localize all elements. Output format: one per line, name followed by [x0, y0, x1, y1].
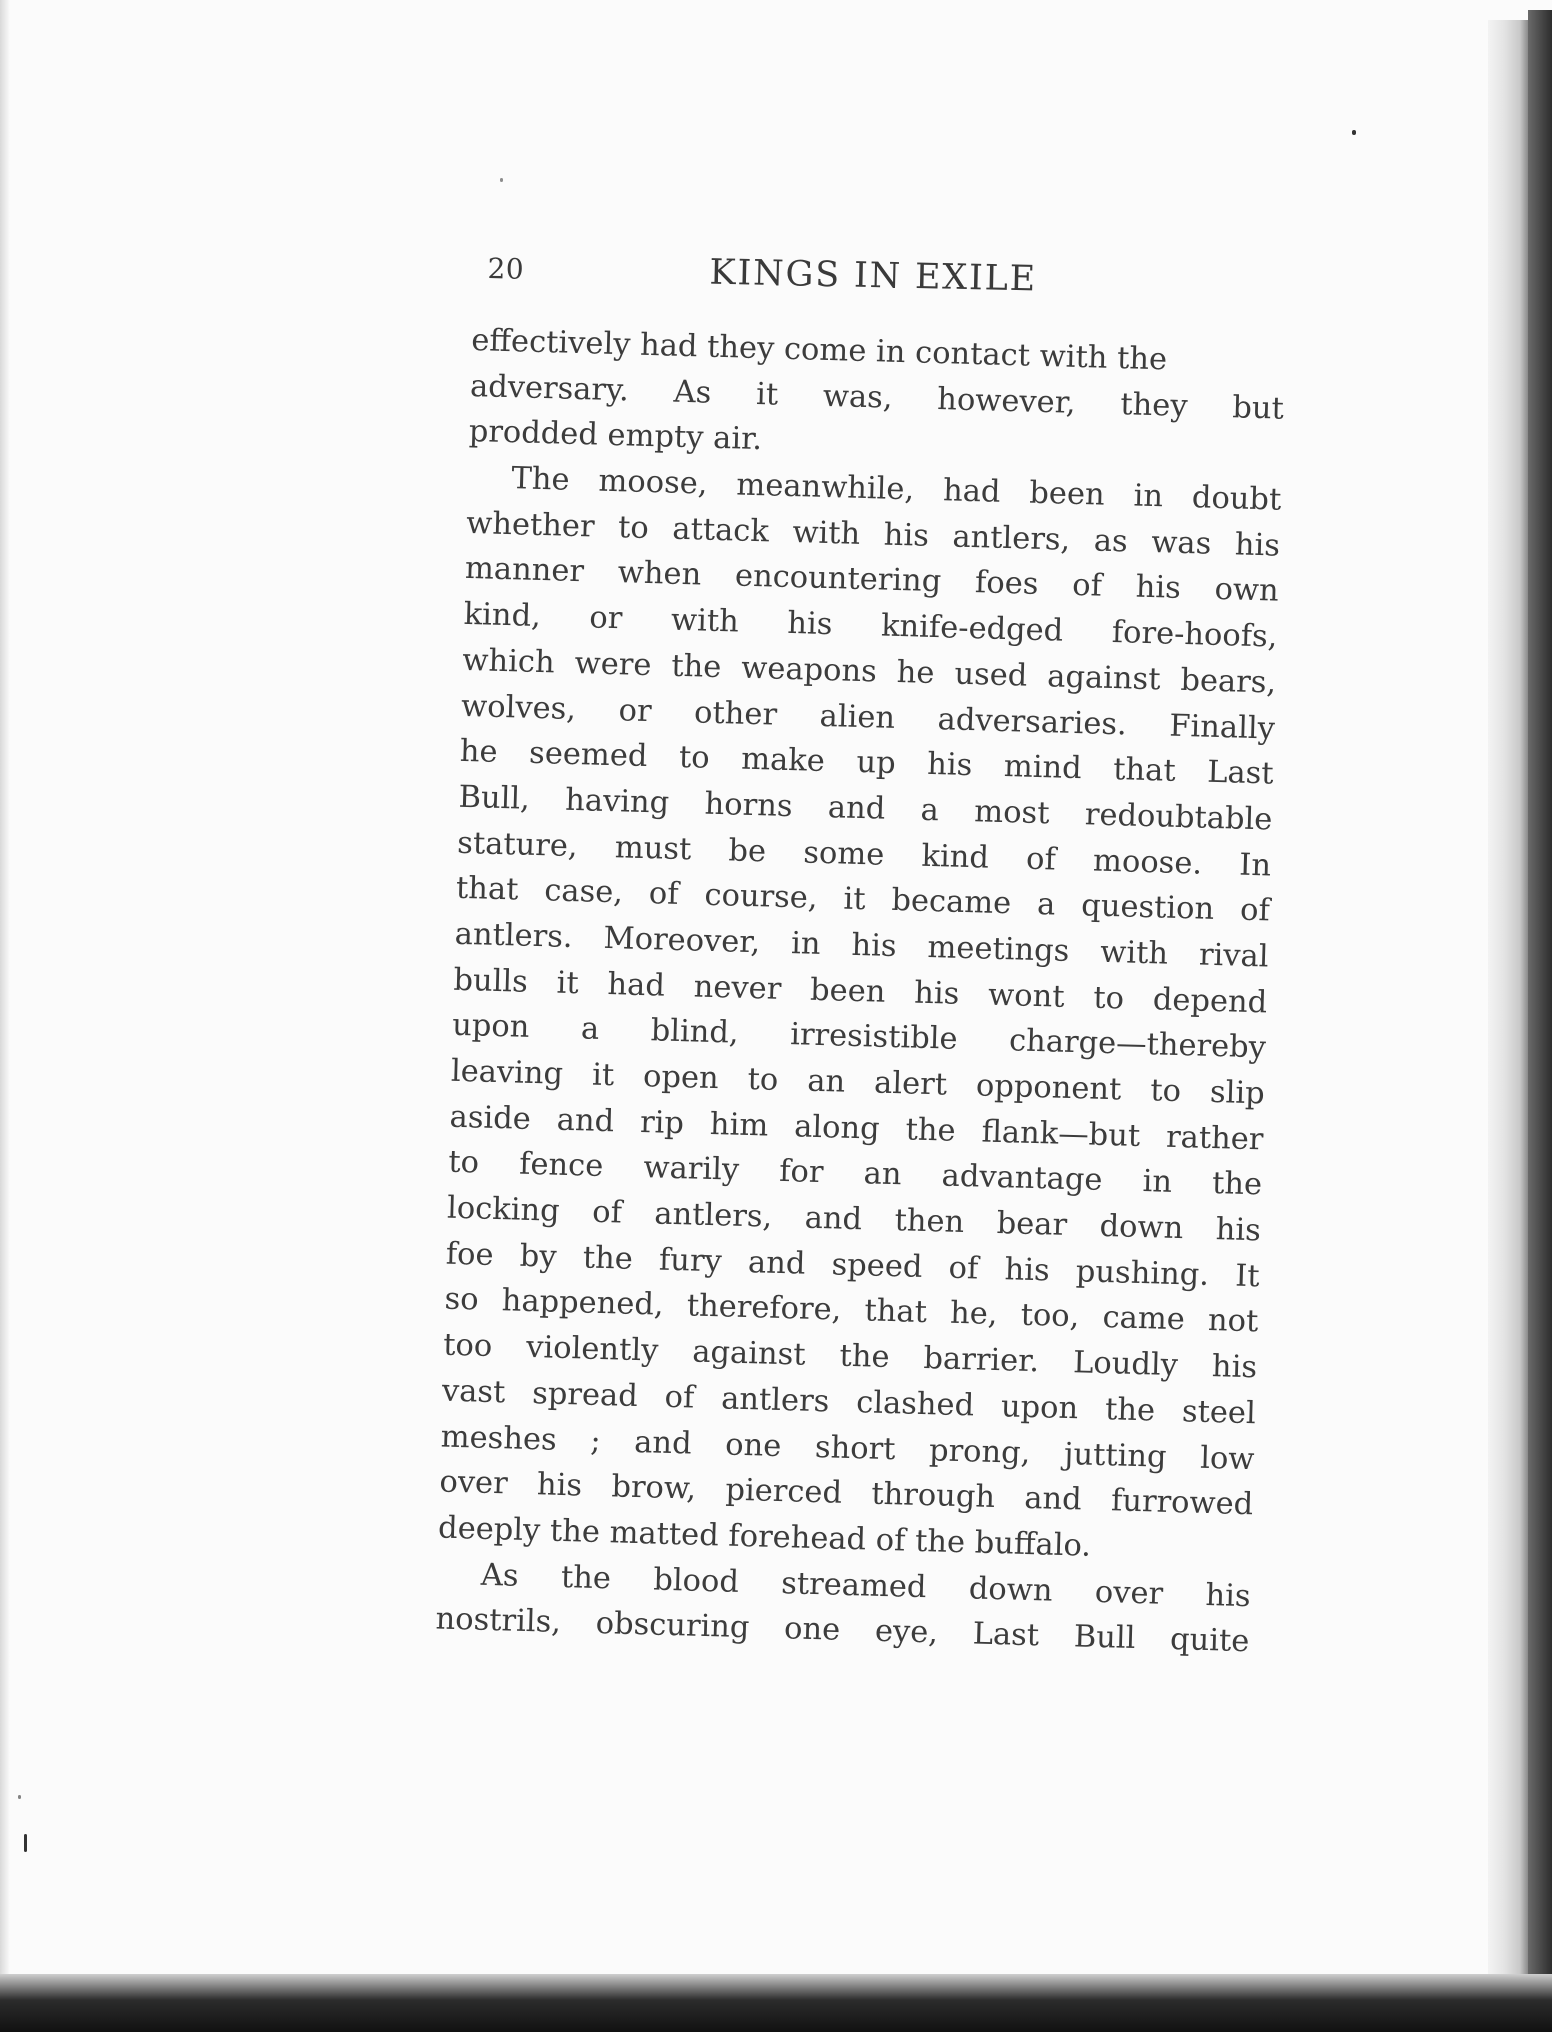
running-head: KINGS IN EXILE [709, 252, 1038, 300]
text-line: foe by the fury and speed of his pushing. It [445, 1236, 1261, 1295]
text-line: antlers. Moreover, in his meetings with rival [454, 916, 1269, 975]
text-line: deeply the matted forehead of the buffalo. [437, 1510, 1092, 1564]
text-line: so happened, therefore, that he, too, came not [444, 1282, 1259, 1340]
text-line: locking of antlers, and then bear down his [446, 1190, 1262, 1249]
text-line: As the blood streamed down over his [480, 1557, 1252, 1614]
text-line: adversary. As it was, however, they but [469, 368, 1285, 427]
page-number: 20 [487, 251, 525, 286]
page-edge [1488, 20, 1528, 2000]
text-line: he seemed to make up his mind that Last [459, 734, 1275, 792]
scan-speck [24, 1834, 27, 1852]
page-gutter-shadow [0, 0, 10, 2032]
text-line: which were the weapons he used against bears, [461, 642, 1277, 701]
text-line: kind, or with his knife-edged fore-hoofs, [463, 597, 1278, 655]
text-line: manner when encountering foes of his own [464, 551, 1280, 610]
book-spine-edge [1528, 10, 1552, 2020]
text-line: to fence warily for an advantage in the [447, 1145, 1263, 1203]
text-line: The moose, meanwhile, had been in doubt [511, 461, 1282, 518]
text-line: nostrils, obscuring one eye, Last Bull quite [435, 1601, 1250, 1660]
text-line: that case, of course, it became a question of [455, 871, 1271, 929]
scan-speck [18, 1795, 21, 1799]
text-line: effectively had they come in contact with the [470, 322, 1168, 378]
text-line: Bull, having horns and a most redoubtable [458, 779, 1273, 838]
text-line: prodded empty air. [468, 414, 763, 458]
text-line: leaving it open to an alert opponent to slip [450, 1053, 1266, 1112]
text-line: bulls it had never been his wont to depend [453, 962, 1268, 1021]
scan-speck [1352, 130, 1356, 135]
text-line: aside and rip him along the flank—but rather [449, 1099, 1264, 1158]
text-line: too violently against the barrier. Loudly his [442, 1327, 1258, 1386]
text-line: vast spread of antlers clashed upon the steel [441, 1373, 1257, 1432]
text-line: meshes ; and one short prong, jutting low [440, 1419, 1255, 1477]
bottom-scan-edge [0, 1974, 1552, 2032]
text-line: wolves, or other alien adversaries. Finally [460, 688, 1276, 747]
text-line: stature, must be some kind of moose. In [456, 825, 1272, 884]
text-line: whether to attack with his antlers, as was his [465, 505, 1281, 564]
scan-speck [500, 178, 503, 182]
text-line: over his brow, pierced through and furrowed [438, 1464, 1254, 1523]
text-line: upon a blind, irresistible charge—thereby [451, 1008, 1267, 1066]
body-text [435, 318, 1286, 1665]
